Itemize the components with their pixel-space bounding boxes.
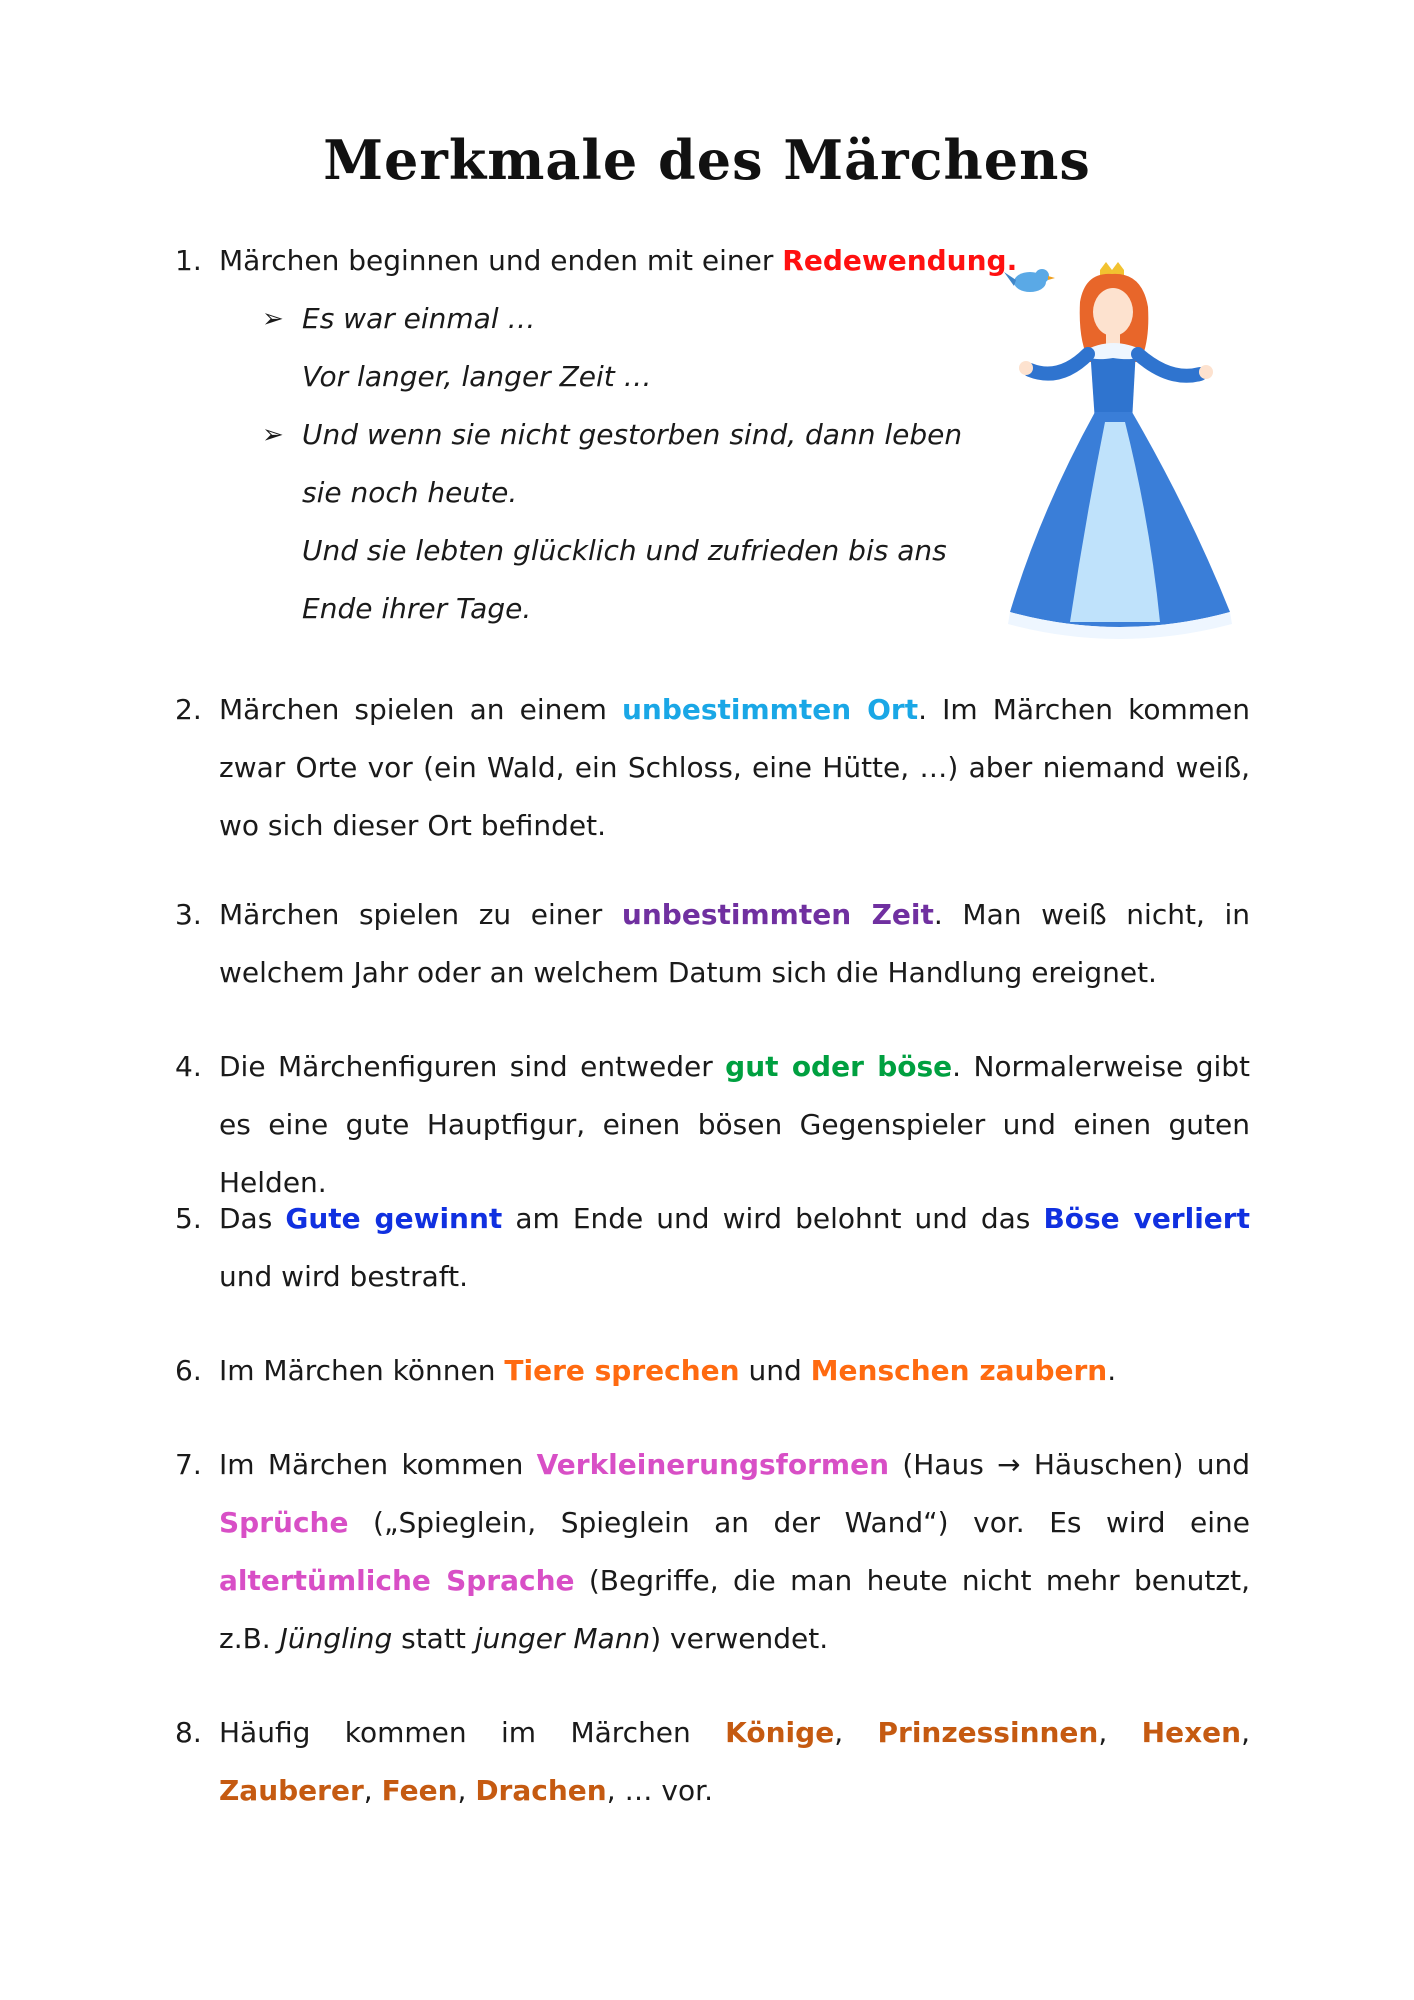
list-item-5 <box>175 1190 1250 1306</box>
separator: , <box>834 1716 878 1749</box>
highlight-hexen: Hexen <box>1141 1716 1242 1749</box>
item-number: 4. <box>175 1050 202 1083</box>
item-number: 3. <box>175 898 202 931</box>
example-line: Es war einmal … <box>302 302 536 335</box>
item-number: 6. <box>175 1354 202 1387</box>
item-number: 5. <box>175 1202 202 1235</box>
item-text-plain: Das <box>219 1202 286 1235</box>
item-number: 7. <box>175 1448 202 1481</box>
separator: , <box>363 1774 382 1807</box>
item-text-plain: Märchen beginnen und enden mit einer <box>219 244 783 277</box>
list-item-3 <box>175 886 1250 1002</box>
page-title: Merkmale des Märchens <box>323 128 1091 192</box>
highlight-altertuemliche-sprache: altertümliche Sprache <box>219 1564 575 1597</box>
bullet-arrow-icon: ➢ <box>262 420 284 450</box>
item-text <box>219 1342 1250 1400</box>
item-text-plain: statt <box>392 1622 475 1655</box>
highlight-tiere-sprechen: Tiere sprechen <box>504 1354 740 1387</box>
item-text-plain: Häufig kommen im Märchen <box>219 1716 726 1749</box>
separator: , <box>1098 1716 1142 1749</box>
italic-term: Jüngling <box>279 1622 393 1655</box>
highlight-gut-oder-boese: gut oder böse <box>725 1050 953 1083</box>
princess-illustration <box>1000 262 1240 642</box>
item-text-plain: und wird bestraft. <box>219 1260 469 1293</box>
item-text-plain: (Haus → Häuschen) und <box>889 1448 1250 1481</box>
highlight-unbestimmter-ort: unbestimmten Ort <box>621 693 919 726</box>
item-text-plain: und <box>739 1354 811 1387</box>
highlight-redewendung: Redewendung. <box>782 244 1018 277</box>
highlight-menschen-zaubern: Menschen zaubern <box>810 1354 1108 1387</box>
highlight-sprueche: Sprüche <box>219 1506 349 1539</box>
item-text <box>219 681 1250 855</box>
bullet-arrow-icon: ➢ <box>262 304 284 334</box>
list-item-2 <box>175 681 1250 855</box>
example-line: Und sie lebten glücklich und zufrieden bis ans <box>302 534 947 567</box>
item-text-plain: Märchen spielen an einem <box>219 693 622 726</box>
item-text-plain: ) verwendet. <box>650 1622 829 1655</box>
item-number: 1. <box>175 244 202 277</box>
italic-term: junger Mann <box>474 1622 651 1655</box>
list-item-8 <box>175 1704 1250 1820</box>
example-line: Ende ihrer Tage. <box>302 592 532 625</box>
item-text-plain: Im Märchen können <box>219 1354 505 1387</box>
item-text-plain: Im Märchen kommen <box>219 1448 537 1481</box>
example-line: Vor langer, langer Zeit … <box>302 360 652 393</box>
highlight-unbestimmte-zeit: unbestimmten Zeit <box>621 898 934 931</box>
example-line: Und wenn sie nicht gestorben sind, dann leben <box>302 418 963 451</box>
list-item-7 <box>175 1436 1250 1668</box>
item-text-plain: . Man weiß nicht, in welchem Jahr oder an welchem Datum sich die Handlung ereignet. <box>219 898 1250 989</box>
example-line: sie noch heute. <box>302 476 518 509</box>
item-text <box>219 1190 1250 1306</box>
item-text-plain: Märchen spielen zu einer <box>219 898 622 931</box>
separator: , <box>457 1774 476 1807</box>
item-number: 8. <box>175 1716 202 1749</box>
separator: , <box>1241 1716 1250 1749</box>
item-text-plain: („Spieglein, Spieglein an der Wand“) vor. Es wird eine <box>348 1506 1250 1539</box>
list-item-6 <box>175 1342 1250 1400</box>
item-text <box>219 1038 1250 1212</box>
highlight-feen: Feen <box>381 1774 458 1807</box>
list-item-4 <box>175 1038 1250 1212</box>
item-text-plain: Die Märchenfiguren sind entweder <box>219 1050 726 1083</box>
item-text <box>219 1436 1250 1668</box>
item-text-plain: . Normalerweise gibt es eine gute Hauptfigur, einen bösen Gegenspieler und einen guten Helden. <box>219 1050 1250 1199</box>
item-text-plain: am Ende und wird belohnt und das <box>502 1202 1044 1235</box>
highlight-koenige: Könige <box>725 1716 835 1749</box>
item-text-plain: . Im Märchen kommen zwar Orte vor (ein Wald, ein Schloss, eine Hütte, …) aber niemand weiß, wo sich dieser Ort befindet. <box>219 693 1250 842</box>
highlight-prinzessinnen: Prinzessinnen <box>877 1716 1099 1749</box>
item-text <box>219 886 1250 1002</box>
bird-icon <box>1004 269 1055 292</box>
item-text-plain: (Begriffe, die man heute nicht mehr benutzt, z.B. <box>219 1564 1250 1655</box>
item-number: 2. <box>175 693 202 726</box>
highlight-verkleinerungsformen: Verkleinerungsformen <box>536 1448 890 1481</box>
highlight-boese-verliert: Böse verliert <box>1043 1202 1250 1235</box>
item-text-plain: , … vor. <box>606 1774 713 1807</box>
item-text-plain: . <box>1107 1354 1117 1387</box>
highlight-gute-gewinnt: Gute gewinnt <box>285 1202 503 1235</box>
highlight-zauberer: Zauberer <box>219 1774 364 1807</box>
item-text <box>219 1704 1250 1820</box>
highlight-drachen: Drachen <box>475 1774 607 1807</box>
